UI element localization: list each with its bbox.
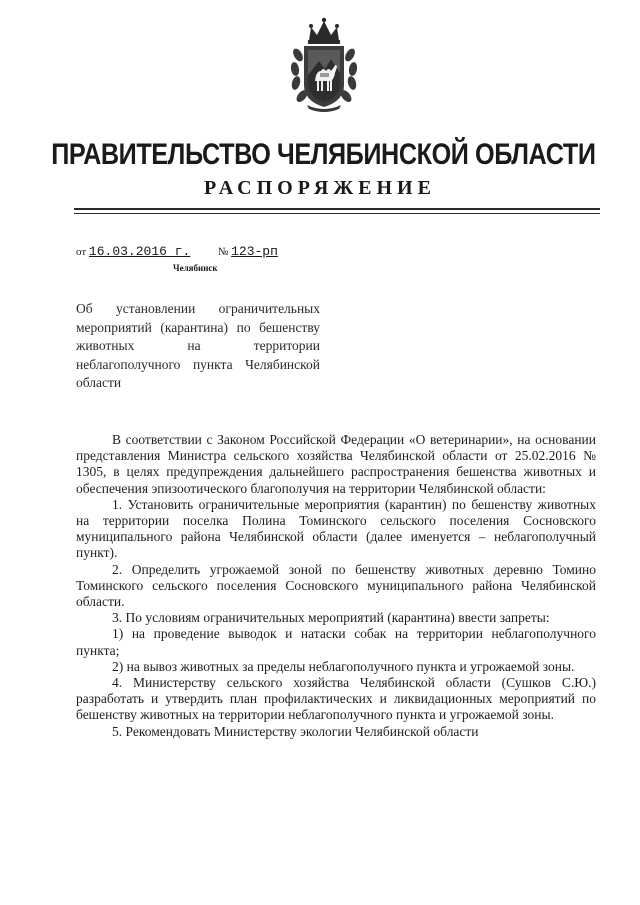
body-paragraph: 2. Определить угрожаемой зоной по бешенству животных деревню Томино Томинского сельского поселения Сосновского муниципального района Челябинской области.	[76, 561, 596, 610]
document-city: Челябинск	[173, 263, 218, 273]
body-paragraph: В соответствии с Законом Российской Федерации «О ветеринарии», на основании представления Министра сельского хозяйства Челябинской области от 25.02.2016 № 1305, в целях предупреждения дальнейшего распространения бешенства животных и обеспечения эпизоотического благополучия на территории Челябинской области:	[76, 432, 596, 496]
document-body	[76, 432, 596, 740]
body-paragraph: 3. По условиям ограничительных мероприятий (карантина) ввести запреты:	[112, 610, 550, 626]
document-date: 16.03.2016 г.	[88, 244, 191, 259]
body-paragraph: 1. Установить ограничительные мероприятия (карантин) по бешенству животных на территории поселка Полина Томинского сельского поселения Сосновского муниципального района Челябинской области (далее именуется – неблагополучный пункт).	[76, 496, 596, 561]
document-type: РАСПОРЯЖЕНИЕ	[204, 177, 436, 199]
body-paragraph: 1) на проведение выводок и натаски собак на территории неблагополучного пункта;	[76, 626, 596, 658]
document-meta	[76, 244, 278, 259]
date-label: от	[76, 246, 87, 258]
body-paragraph: 2) на вывоз животных за пределы неблагополучного пункта и угрожаемой зоны.	[112, 658, 575, 674]
body-paragraph: 4. Министерству сельского хозяйства Челябинской области (Сушков С.Ю.) разработать и утвердить план профилактических и ликвидационных мероприятий по бешенству животных на территории неблагополучного пункта и угрожаемой зоны.	[76, 675, 596, 723]
body-paragraph: 5. Рекомендовать Министерству экологии Челябинской области	[112, 723, 479, 739]
government-title: ПРАВИТЕЛЬСТВО ЧЕЛЯБИНСКОЙ ОБЛАСТИ	[51, 138, 596, 171]
number-label: №	[217, 246, 229, 258]
coat-of-arms-emblem	[287, 15, 361, 115]
header-divider	[74, 208, 600, 210]
document-number: 123-рп	[231, 244, 278, 259]
crown-icon	[308, 18, 340, 44]
header-divider-thin	[74, 213, 600, 214]
document-subject: Об установлении ограничительных мероприятий (карантина) по бешенству животных на территории неблагополучного пункта Челябинской области	[76, 301, 320, 390]
